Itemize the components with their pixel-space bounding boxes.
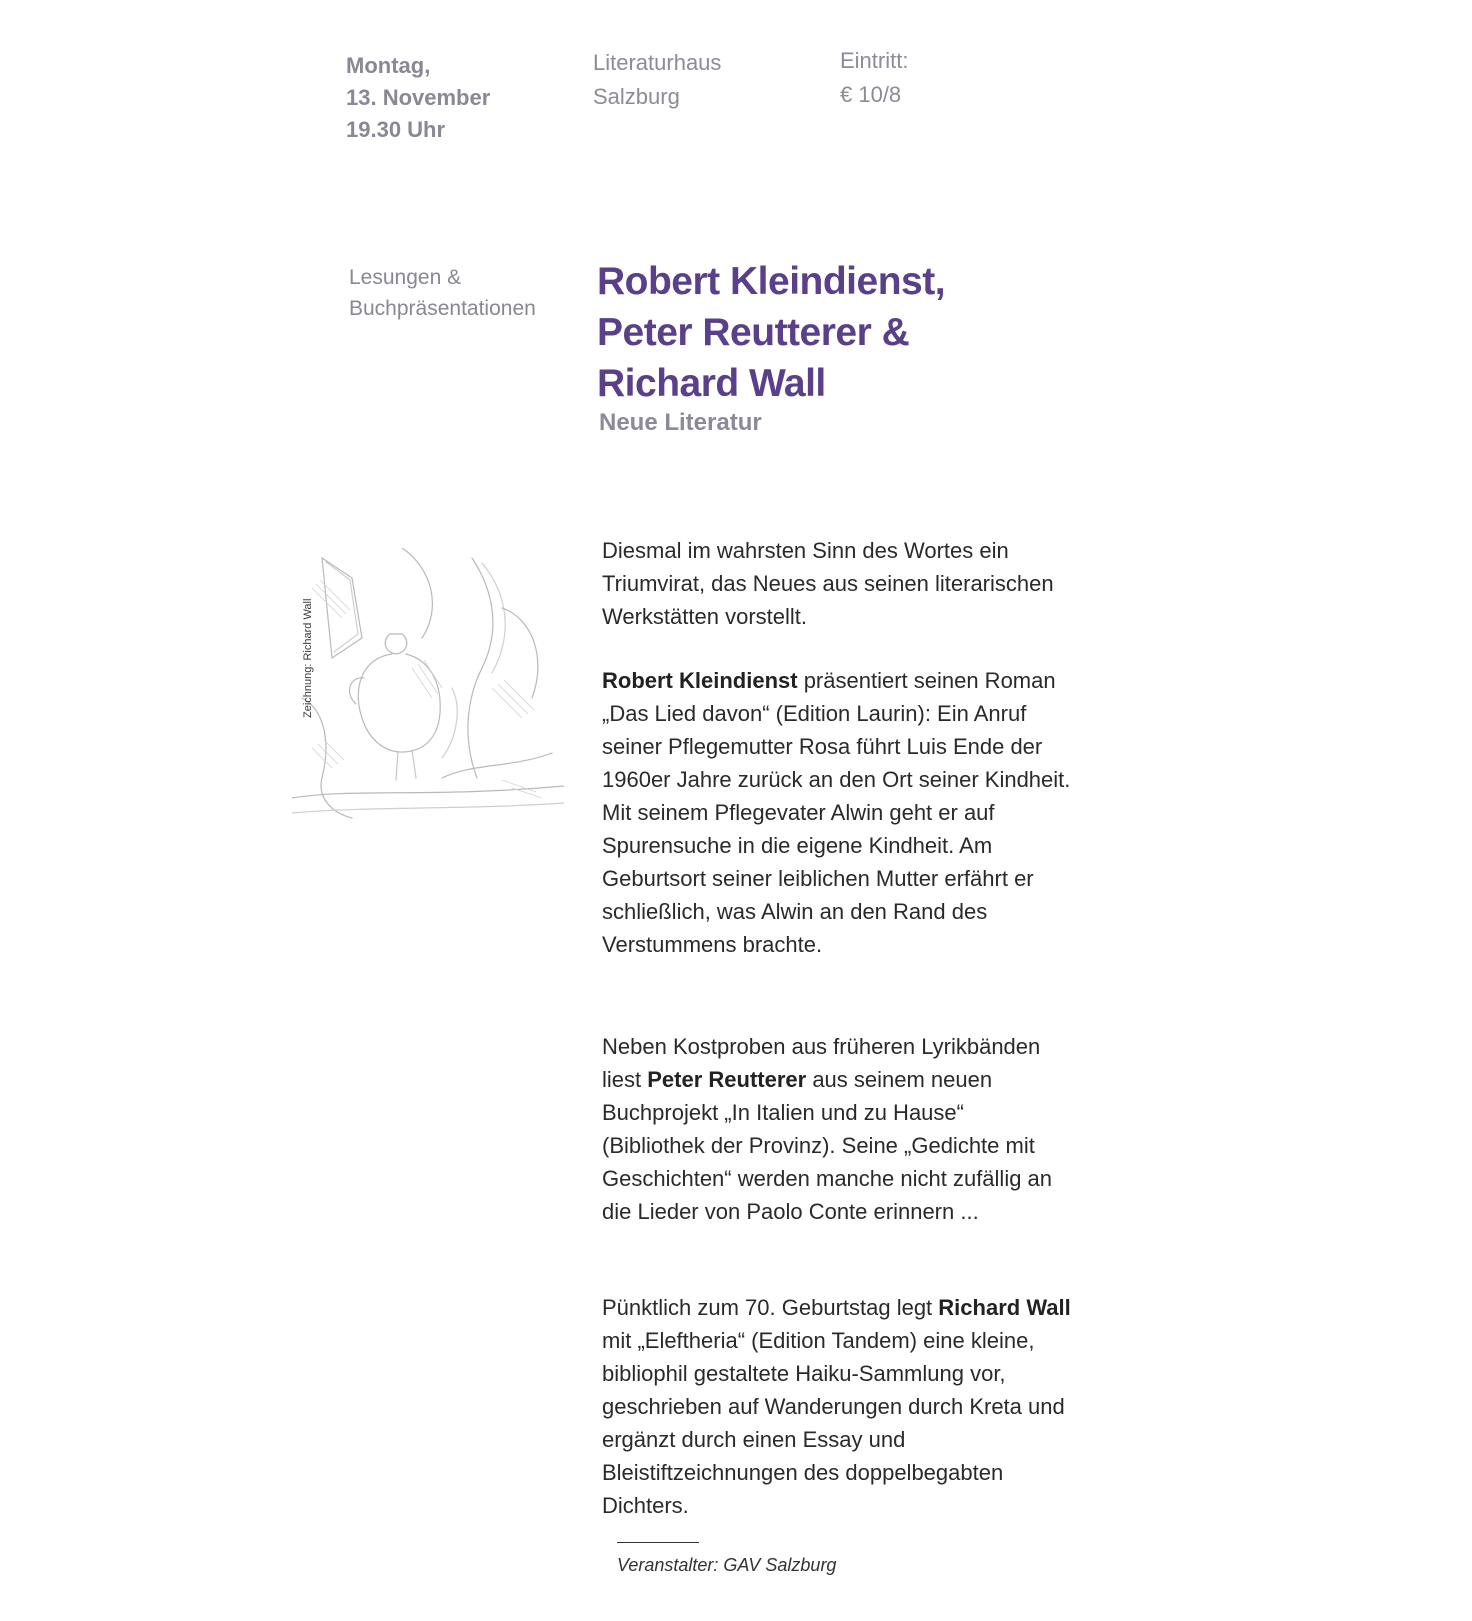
wall-text-post: mit „Eleftheria“ (Edition Tandem) eine kleine, bibliophil gestaltete Haiku-Sammlung vor, geschrieben auf Wanderungen durch Kreta und ergänzt durch einen Essay und Bleistiftzeichnungen des doppelbegabten Dichters.	[602, 1328, 1065, 1518]
event-weekday: Montag,	[346, 53, 431, 78]
event-time: 19.30 Uhr	[346, 117, 446, 142]
wall-text-pre: Pünktlich zum 70. Geburtstag legt	[602, 1295, 939, 1320]
organizer-note: Veranstalter: GAV Salzburg	[617, 1555, 837, 1575]
title-line-1: Robert Kleindienst,	[597, 260, 946, 303]
page-subtitle: Neue Literatur	[599, 409, 762, 436]
reutterer-text-pre: Neben Kostproben aus früheren Lyrikbänden liest	[602, 1034, 1041, 1092]
title-line-2: Peter Reutterer &	[597, 311, 910, 354]
kleindienst-paragraph	[602, 664, 1072, 961]
event-day: 13. November	[346, 85, 491, 110]
title-line-3: Richard Wall	[597, 362, 826, 405]
intro-text: Diesmal im wahrsten Sinn des Wortes ein Triumvirat, das Neues aus seinen literarischen Werkstätten vorstellt.	[602, 538, 1054, 629]
pencil-drawing	[292, 548, 564, 833]
venue-line-2: Salzburg	[593, 84, 680, 109]
venue-line-1: Literaturhaus	[593, 50, 722, 75]
divider	[617, 1542, 699, 1543]
admission-price: € 10/8	[840, 82, 902, 107]
event-admission	[840, 44, 908, 112]
author-name-reutterer: Peter Reutterer	[647, 1067, 807, 1092]
image-credit: Zeichnung: Richard Wall	[302, 598, 314, 718]
event-category	[349, 262, 536, 324]
category-line-1: Lesungen &	[349, 266, 462, 289]
author-name-wall: Richard Wall	[938, 1295, 1071, 1320]
wall-paragraph	[602, 1291, 1072, 1522]
category-line-2: Buchpräsentationen	[349, 297, 536, 320]
kleindienst-text: präsentiert seinen Roman „Das Lied davon“ (Edition Laurin): Ein Anruf seiner Pflegemutter Rosa führt Luis Ende der 1960er Jahre zurück an den Ort seiner Kindheit. Mit seinem Pflegevater Alwin geht er auf Spurensuche in die eigene Kindheit. Am Geburtsort seiner leiblichen Mutter erfährt er schließlich, was Alwin an den Rand des Verstummens brachte.	[602, 668, 1071, 957]
intro-paragraph	[602, 534, 1072, 633]
author-name-kleindienst: Robert Kleindienst	[602, 668, 798, 693]
admission-label: Eintritt:	[840, 48, 909, 73]
reutterer-paragraph	[602, 1030, 1072, 1228]
event-venue	[593, 46, 721, 114]
reutterer-text-post: aus seinem neuen Buchprojekt „In Italien und zu Hause“ (Bibliothek der Provinz). Seine „Gedichte mit Geschichten“ werden manche nicht zufällig an die Lieder von Paolo Conte erinnern ...	[602, 1067, 1053, 1224]
event-date	[346, 50, 490, 146]
page-title	[597, 256, 945, 409]
